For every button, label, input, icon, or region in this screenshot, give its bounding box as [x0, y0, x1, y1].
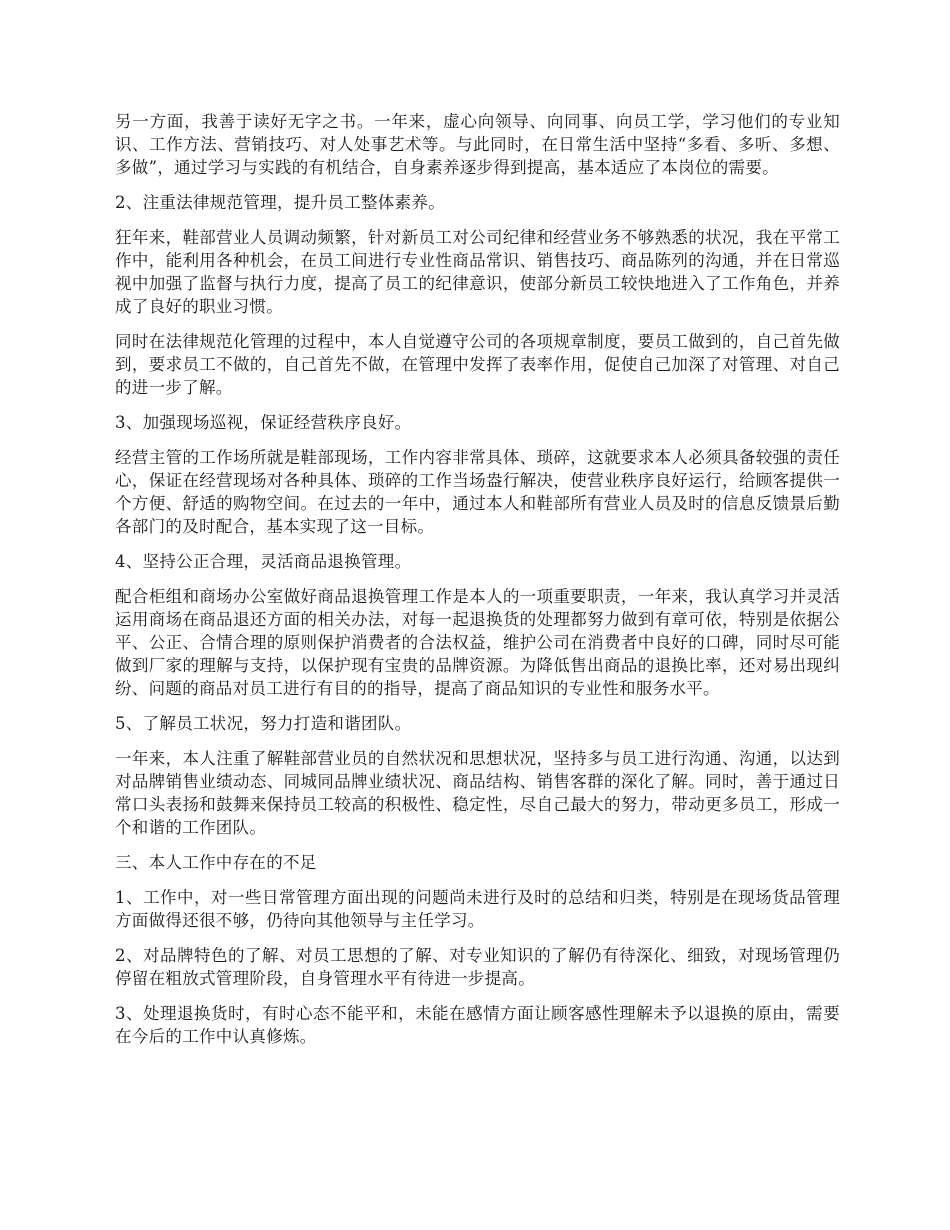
paragraph-3: 经营主管的工作场所就是鞋部现场，工作内容非常具体、琐碎，这就要求本人必须具备较强的责任心，保证在经营现场对各种具体、琐碎的工作当场盎行解决，使营业秩序良好运行，给顾客提供一个方便、舒适的购物空间。在过去的一年中，通过本人和鞋部所有营业人员及时的信息反馈景后勤各部门的及时配合，基本实现了这一目标。 — [115, 448, 840, 536]
paragraph-5: 一年来，本人注重了解鞋部营业员的自然状况和思想状况，坚持多与员工进行沟通、沟通，以达到对品牌销售业绩动态、同城同品牌业绩状况、商品结构、销售客群的深化了解。同时，善于通过日常口头表扬和鼓舞来保持员工较高的积极性、稳定性，尽自己最大的努力，带动更多员工，形成一个和谐的工作团队。 — [115, 749, 840, 837]
shortcoming-item-2: 2、对品牌特色的了解、对员工思想的了解、对专业知识的了解仍有待深化、细致，对现场管理仍停留在粗放式管理阶段，自身管理水平有待进一步提高。 — [115, 946, 840, 988]
shortcoming-item-3: 3、处理退换货时，有时心态不能平和，未能在感情方面让顾客感性理解未予以退换的原由，需要在今后的工作中认真修炼。 — [115, 1004, 840, 1046]
section-heading-4: 4、坚持公正合理，灵活商品退换管理。 — [115, 552, 412, 571]
paragraph-2a: 狂年来，鞋部营业人员调动频繁，针对新员工对公司纪律和经营业务不够熟悉的状况，我在平常工作中，能利用各种机会，在员工间进行专业性商品常识、销售技巧、商品陈列的沟通，并在日常巡视中加强了监督与执行力度，提高了员工的纪律意识，使部分新员工较快地进入了工作角色，并养成了良好的职业习惯。 — [115, 228, 840, 316]
chapter-heading-shortcomings: 三、本人工作中存在的不足 — [115, 853, 317, 872]
shortcoming-item-1: 1、工作中，对一些日常管理方面出现的问题尚未进行及时的总结和归类，特别是在现场货品管理方面做得还很不够，仍待向其他领导与主任学习。 — [115, 888, 840, 930]
document-body — [115, 110, 840, 1060]
paragraph-4: 配合柜组和商场办公室做好商品退换管理工作是本人的一项重要职责，一年来，我认真学习并灵活运用商场在商品退还方面的相关办法，对每一起退换货的处理都努力做到有章可依，特别是依据公平、公正、合情合理的原则保护消费者的合法权益，维护公司在消费者中良好的口碑，同时尽可能做到厂家的理解与支持，以保护现有宝贵的品牌资源。为降低售出商品的退换比率，还对易出现纠纷、问题的商品对员工进行有目的的指导，提高了商品知识的专业性和服务水平。 — [115, 587, 840, 698]
section-heading-3: 3、加强现场巡视，保证经营秩序良好。 — [115, 413, 412, 432]
section-heading-2: 2、注重法律规范管理，提升员工整体素养。 — [115, 193, 445, 212]
section-heading-5: 5、了解员工状况，努力打造和谐团队。 — [115, 714, 412, 733]
paragraph-intro: 另一方面，我善于读好无字之书。一年来，虚心向领导、向同事、向员工学，学习他们的专业知识、工作方法、营销技巧、对人处事艺术等。与此同时，在日常生活中坚持“多看、多听、多想、多做”，通过学习与实践的有机结合，自身素养逐步得到提高，基本适应了本岗位的需要。 — [115, 112, 840, 177]
paragraph-2b: 同时在法律规范化管理的过程中，本人自觉遵守公司的各项规章制度，要员工做到的，自己首先做到，要求员工不做的，自己首先不做，在管理中发挥了表率作用，促使自己加深了对管理、对自己的进一步了解。 — [115, 332, 840, 397]
